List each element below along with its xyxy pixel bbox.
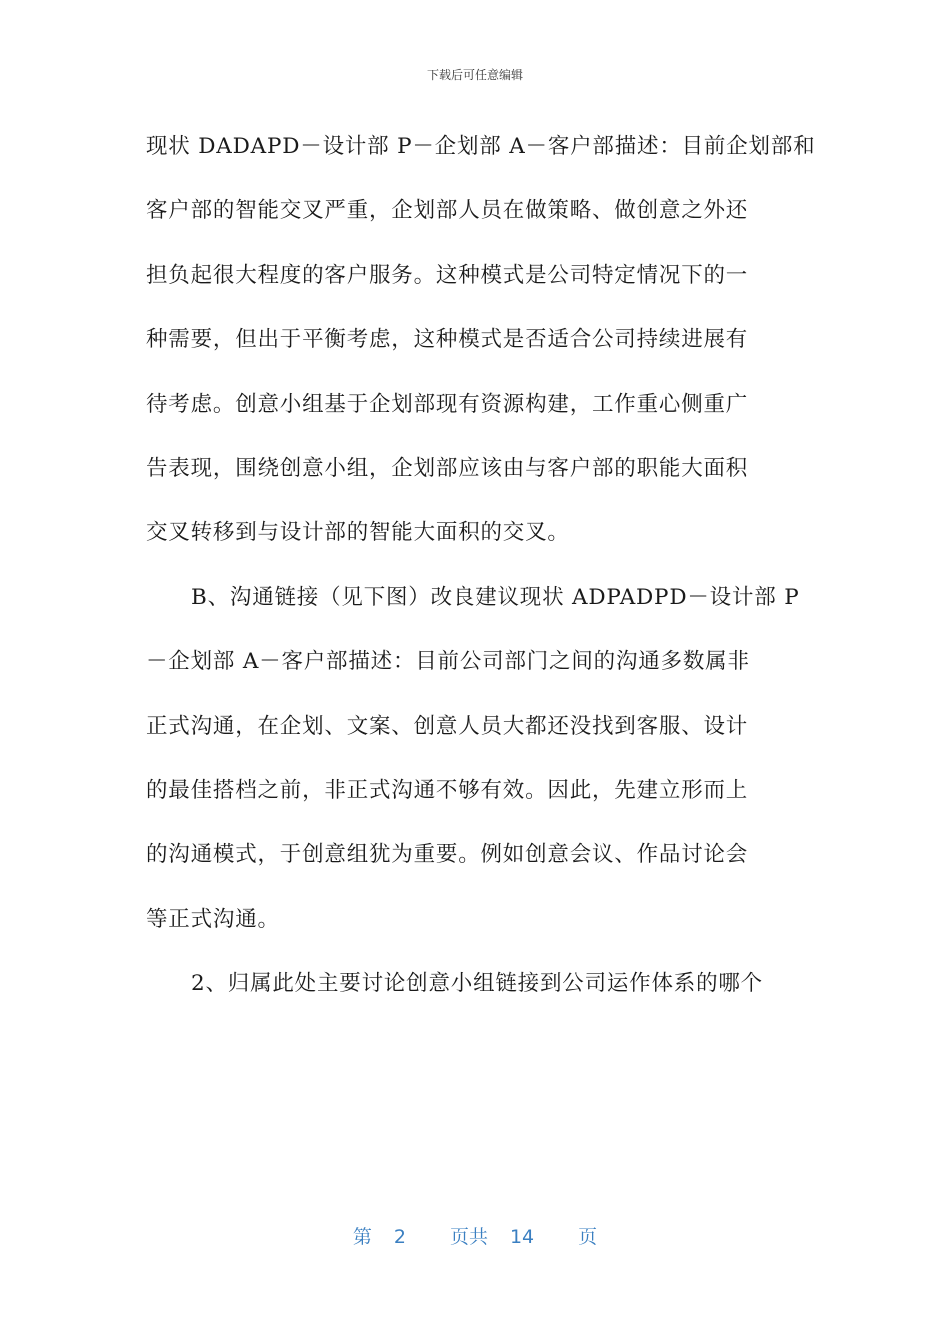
paragraph-2-line-3: 正式沟通，在企划、文案、创意人员大都还没找到客服、设计	[146, 713, 749, 739]
paragraph-1-line-7: 交叉转移到与设计部的智能大面积的交叉。	[146, 520, 570, 546]
paragraph-1-line-6: 告表现，围绕创意小组，企划部应该由与客户部的职能大面积	[146, 455, 749, 481]
page-footer	[0, 1222, 950, 1249]
paragraph-2-line-5: 的沟通模式，于创意组犹为重要。例如创意会议、作品讨论会	[146, 842, 749, 868]
paragraph-1-line-1: 现状 DADAPD－设计部 P－企划部 A－客户部描述：目前企划部和	[146, 134, 816, 159]
paragraph-2-line-2: －企划部 A－客户部描述：目前公司部门之间的沟通多数属非	[146, 649, 750, 675]
paragraph-1-line-3: 担负起很大程度的客户服务。这种模式是公司特定情况下的一	[146, 262, 749, 288]
footer-middle: 页共	[449, 1226, 488, 1248]
page-header-note: 下载后可任意编辑	[426, 68, 523, 82]
paragraph-2-line-4: 的最佳搭档之前，非正式沟通不够有效。因此，先建立形而上	[146, 777, 749, 803]
paragraph-1-line-5: 待考虑。创意小组基于企划部现有资源构建，工作重心侧重广	[146, 391, 749, 417]
paragraph-2-line-6: 等正式沟通。	[146, 906, 280, 932]
paragraph-1-line-2: 客户部的智能交叉严重，企划部人员在做策略、做创意之外还	[146, 198, 749, 224]
footer-suffix: 页	[578, 1226, 598, 1248]
footer-page-number: 2	[393, 1226, 406, 1248]
document-body	[146, 115, 816, 1016]
footer-prefix: 第	[352, 1226, 372, 1248]
paragraph-3-line-1: 2、归属此处主要讨论创意小组链接到公司运作体系的哪个	[191, 971, 763, 997]
footer-total-pages: 14	[509, 1226, 535, 1248]
paragraph-2-line-1: B、沟通链接（见下图）改良建议现状 ADPADPD－设计部 P	[191, 584, 800, 610]
paragraph-1-line-4: 种需要，但出于平衡考虑，这种模式是否适合公司持续进展有	[146, 327, 749, 353]
